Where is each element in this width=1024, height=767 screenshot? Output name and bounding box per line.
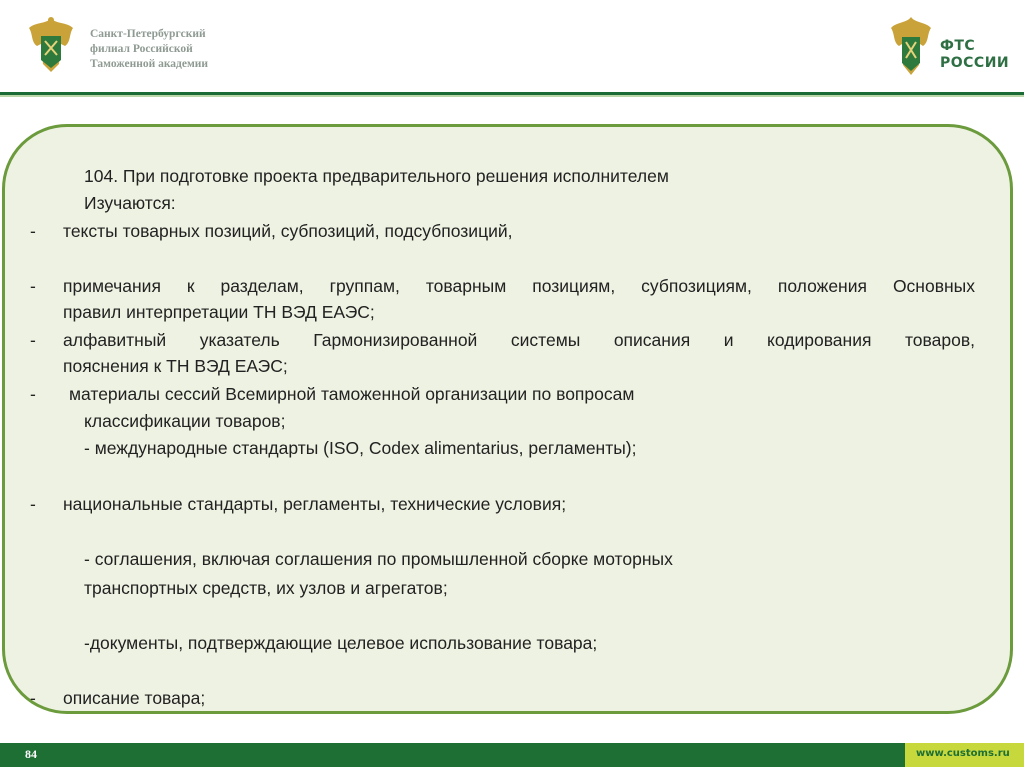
list-item-text: национальные стандарты, регламенты, технические условия; xyxy=(63,494,567,514)
list-item-text: алфавитный указатель Гармонизированной системы описания и кодирования товаров, xyxy=(63,330,975,350)
fts-emblem-icon xyxy=(888,13,934,79)
sub-list-item: - соглашения, включая соглашения по промышленной сборке моторных xyxy=(84,549,673,569)
paragraph-intro: Изучаются: xyxy=(84,193,176,213)
list-item-text: тексты товарных позиций, субпозиций, подсубпозиций, xyxy=(63,221,513,241)
academy-title-line: Таможенной академии xyxy=(90,58,209,70)
academy-title xyxy=(90,27,280,72)
fts-logo-line: РОССИИ xyxy=(940,55,1010,71)
list-bullet: - xyxy=(30,688,36,708)
list-bullet: - xyxy=(30,494,36,514)
list-item-text: описание товара; xyxy=(63,688,206,708)
list-bullet: - xyxy=(30,221,36,241)
fts-logo-text xyxy=(940,38,1010,72)
fts-logo-line: ФТС xyxy=(940,38,976,54)
list-bullet: - xyxy=(30,330,36,350)
slide-header xyxy=(0,0,1024,92)
slide-footer xyxy=(0,743,1024,767)
list-item-text: классификации товаров; xyxy=(84,411,286,431)
sub-list-item: - международные стандарты (ISO, Codex alimentarius, регламенты); xyxy=(84,438,637,458)
paragraph-heading: 104. При подготовке проекта предварительного решения исполнителем xyxy=(84,166,669,186)
list-item-text: правил интерпретации ТН ВЭД ЕАЭС; xyxy=(63,302,375,322)
list-item-text: примечания к разделам, группам, товарным позициям, субпозициям, положения Основных xyxy=(63,276,975,296)
academy-title-line: филиал Российской xyxy=(90,43,193,55)
site-url: www.customs.ru xyxy=(916,748,1010,759)
academy-title-line: Санкт-Петербургский xyxy=(90,28,206,40)
sub-list-item: -документы, подтверждающие целевое использование товара; xyxy=(84,633,598,653)
list-item-text: пояснения к ТН ВЭД ЕАЭС; xyxy=(63,356,288,376)
list-item-text: материалы сессий Всемирной таможенной организации по вопросам xyxy=(69,384,635,404)
list-bullet: - xyxy=(30,276,36,296)
page-number: 84 xyxy=(25,747,37,761)
academy-emblem-icon xyxy=(25,14,77,76)
sub-list-item: транспортных средств, их узлов и агрегатов; xyxy=(84,578,448,598)
header-divider-accent xyxy=(0,95,1024,97)
list-bullet: - xyxy=(30,384,36,404)
